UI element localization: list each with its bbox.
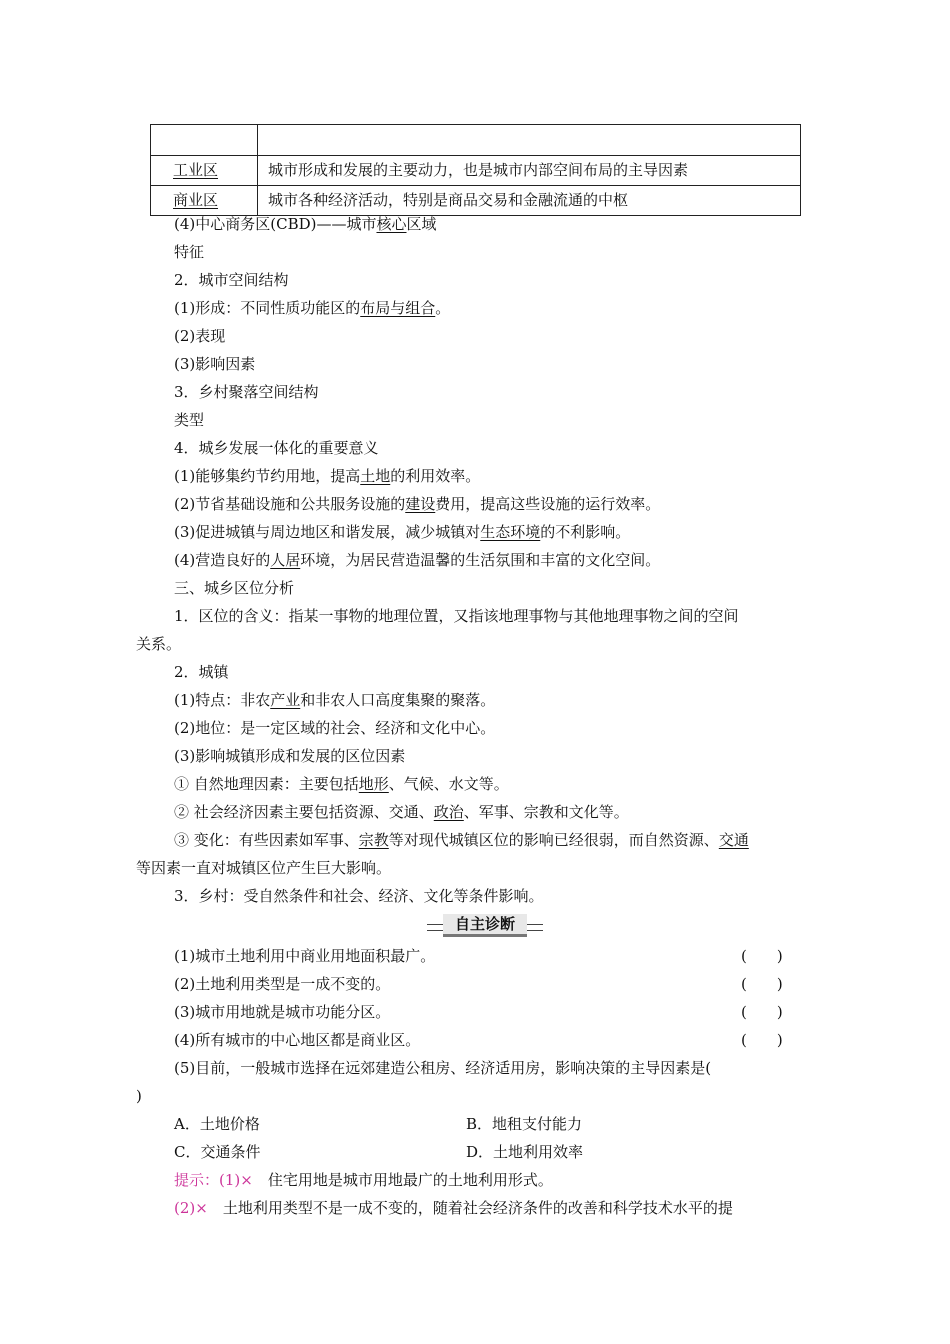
zone-desc-cell: 城市各种经济活动，特别是商品交易和金融流通的中枢	[258, 186, 801, 216]
hint-mark: (1)×	[219, 1171, 253, 1189]
types-label: 类型	[174, 411, 205, 429]
paragraph-line: 等因素一直对城镇区位产生巨大影响。	[136, 859, 392, 877]
zone-desc-cell: 城市形成和发展的主要动力，也是城市内部空间布局的主导因素	[258, 156, 801, 186]
zone-name-cell	[151, 125, 258, 156]
answer-parentheses: ( )	[741, 1031, 783, 1049]
table-row	[151, 156, 801, 186]
section-heading: 2．城镇	[174, 663, 229, 681]
zone-desc-cell	[258, 125, 801, 156]
paragraph-line: (4)营造良好的人居环境，为居民营造温馨的生活氛围和丰富的文化空间。	[174, 551, 661, 569]
hint-line: (2)× 土地利用类型不是一成不变的，随着社会经济条件的改善和科学技术水平的提	[174, 1199, 733, 1217]
functional-zone-table	[150, 124, 801, 216]
cbd-line: (4)中心商务区(CBD)——城市核心区域	[174, 215, 437, 233]
option-c: C．交通条件	[174, 1143, 261, 1161]
self-diagnosis-banner	[427, 914, 543, 936]
zone-name-cell: 商业区	[151, 186, 258, 216]
paragraph-line: (2)节省基础设施和公共服务设施的建设费用，提高这些设施的运行效率。	[174, 495, 661, 513]
answer-parentheses: ( )	[741, 975, 783, 993]
table-row	[151, 125, 801, 156]
banner-rule-right	[527, 924, 543, 931]
hint-line: 提示：(1)× 住宅用地是城市用地最广的土地利用形式。	[174, 1171, 553, 1189]
zone-name-cell: 工业区	[151, 156, 258, 186]
paragraph-line: (1)特点：非农产业和非农人口高度集聚的聚落。	[174, 691, 496, 709]
table-row	[151, 186, 801, 216]
banner-title: 自主诊断	[443, 914, 527, 937]
section-heading: 3．乡村聚落空间结构	[174, 383, 319, 401]
paragraph-line: (2)表现	[174, 327, 226, 345]
option-b: B．地租支付能力	[466, 1115, 583, 1133]
paragraph-line: (3)促进城镇与周边地区和谐发展，减少城镇对生态环境的不利影响。	[174, 523, 631, 541]
features-label: 特征	[174, 243, 205, 261]
paragraph-line: 关系。	[136, 635, 182, 653]
paragraph-line: (3)影响因素	[174, 355, 256, 373]
judgment-question: (3)城市用地就是城市功能分区。	[174, 1003, 391, 1021]
paragraph-line: (2)地位：是一定区域的社会、经济和文化中心。	[174, 719, 496, 737]
choice-question-close: )	[136, 1087, 142, 1105]
choice-question: (5)目前，一般城市选择在远郊建造公租房、经济适用房，影响决策的主导因素是(	[174, 1059, 712, 1077]
section-heading: 2．城市空间结构	[174, 271, 289, 289]
paragraph-line: 3．乡村：受自然条件和社会、经济、文化等条件影响。	[174, 887, 544, 905]
judgment-question: (2)土地利用类型是一成不变的。	[174, 975, 391, 993]
option-a: A．土地价格	[174, 1115, 260, 1133]
section-heading: 4．城乡发展一体化的重要意义	[174, 439, 379, 457]
section-heading: 三、城乡区位分析	[174, 579, 295, 597]
paragraph-line: (1)形成：不同性质功能区的布局与组合。	[174, 299, 451, 317]
judgment-question: (1)城市土地利用中商业用地面积最广。	[174, 947, 436, 965]
hint-label: 提示：	[174, 1171, 220, 1189]
paragraph-line: ③ 变化：有些因素如军事、宗教等对现代城镇区位的影响已经很弱，而自然资源、交通	[174, 831, 749, 849]
judgment-question: (4)所有城市的中心地区都是商业区。	[174, 1031, 421, 1049]
banner-rule-left	[427, 924, 443, 931]
answer-parentheses: ( )	[741, 1003, 783, 1021]
paragraph-line: (1)能够集约节约用地，提高土地的利用效率。	[174, 467, 481, 485]
option-d: D．土地利用效率	[466, 1143, 584, 1161]
paragraph-line: 1．区位的含义：指某一事物的地理位置，又指该地理事物与其他地理事物之间的空间	[174, 607, 739, 625]
paragraph-line: ② 社会经济因素主要包括资源、交通、政治、军事、宗教和文化等。	[174, 803, 629, 821]
paragraph-line: (3)影响城镇形成和发展的区位因素	[174, 747, 406, 765]
hint-mark: (2)×	[174, 1199, 208, 1217]
paragraph-line: ① 自然地理因素：主要包括地形、气候、水文等。	[174, 775, 509, 793]
answer-parentheses: ( )	[741, 947, 783, 965]
